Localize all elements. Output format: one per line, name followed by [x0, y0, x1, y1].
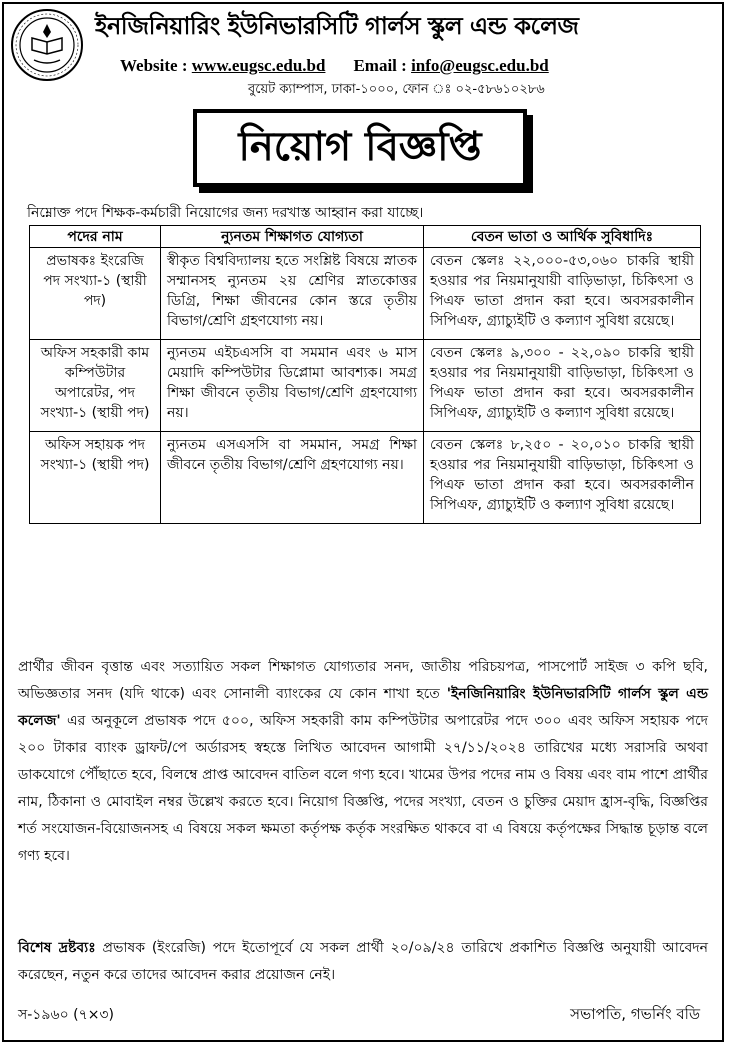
qualification-cell: ন্যুনতম এসএসসি বা সমমান, সমগ্র শিক্ষা জীবনে তৃতীয় বিভাগ/শ্রেণি গ্রহণযোগ্য নয়। [161, 432, 424, 524]
intro-text: নিম্নোক্ত পদে শিক্ষক-কর্মচারী নিয়োগের জন্য দরখাস্ত আহ্বান করা যাচ্ছে। [27, 205, 424, 221]
website-link[interactable]: www.eugsc.edu.bd [191, 56, 326, 75]
special-note [18, 935, 708, 989]
institution-name-bold: 'ইনজিনিয়ারিং ইউনিভারসিটি গার্লস স্কুল এন্ড কলেজ' [18, 686, 708, 729]
header-qualification: ন্যুনতম শিক্ষাগত যোগ্যতা [161, 226, 424, 248]
instructions-part1: প্রার্থীর জীবন বৃত্তান্ত এবং সত্যায়িত সকল শিক্ষাগত যোগ্যতার সনদ, জাতীয় পরিচয়পত্র, পাসপোর্ট সাইজ ৩ কপি ছবি, অভিজ্ঞতার সনদ (যদি থাকে) এবং সোনালী ব্যাংকের যে কোন শাখা হতে [18, 659, 708, 702]
email-link[interactable]: info@eugsc.edu.bd [411, 56, 549, 75]
note-label: বিশেষ দ্রষ্টব্যঃ [18, 940, 96, 956]
header-salary: বেতন ভাতা ও আর্থিক সুবিধাদিঃ [424, 226, 701, 248]
post-cell: প্রভাষকঃ ইংরেজি পদ সংখ্যা-১ (স্থায়ী পদ) [30, 248, 161, 340]
signature-line: সভাপতি, গভর্নিং বডি [570, 1005, 700, 1023]
salary-cell: বেতন স্কেলঃ ২২,০০০-৫৩,০৬০ চাকরি স্থায়ী হওয়ার পর নিয়মানুযায়ী বাড়িভাড়া, চিকিৎসা ও পিএফ ভাতা প্রদান করা হবে। অবসরকালীন সিপিএফ, গ্র্যাচ্যুইটি ও কল্যাণ সুবিধা রয়েছে। [424, 248, 701, 340]
post-cell: অফিস সহকারী কাম কম্পিউটার অপারেটর, পদ সংখ্যা-১ (স্থায়ী পদ) [30, 340, 161, 432]
reference-number: স-১৯৬০ (৭×৩) [18, 1007, 114, 1023]
table-header-row [30, 226, 701, 248]
salary-cell: বেতন স্কেলঃ ৯,৩০০ - ২২,০৯০ চাকরি স্থায়ী হওয়ার পর নিয়মানুযায়ী বাড়িভাড়া, চিকিৎসা ও পিএফ ভাতা প্রদান করা হবে। অবসরকালীন সিপিএফ, গ্র্যাচ্যুইটি ও কল্যাণ সুবিধা রয়েছে। [424, 340, 701, 432]
table-row [30, 340, 701, 432]
website-label: Website : [120, 56, 192, 75]
salary-cell: বেতন স্কেলঃ ৮,২৫০ - ২০,০১০ চাকরি স্থায়ী হওয়ার পর নিয়মানুযায়ী বাড়িভাড়া, চিকিৎসা ও পিএফ ভাতা প্রদান করা হবে। অবসরকালীন সিপিএফ, গ্র্যাচ্যুইটি ও কল্যাণ সুবিধা রয়েছে। [424, 432, 701, 524]
header-post: পদের নাম [30, 226, 161, 248]
notice-banner: নিয়োগ বিজ্ঞপ্তি [193, 109, 527, 187]
address-line: বুয়েট ক্যাম্পাস, ঢাকা-১০০০, ফোন ঃ ০২-৫৮৬১০২৮৬ [248, 82, 545, 97]
contact-line [120, 56, 549, 76]
qualification-cell: স্বীকৃত বিশ্ববিদ্যালয় হতে সংশ্লিষ্ট বিষয়ে স্নাতক সম্মানসহ ন্যুনতম ২য় শ্রেণির স্নাতকোত্তর ডিগ্রি, শিক্ষা জীবনের কোন স্তরে তৃতীয় বিভাগ/শ্রেণি গ্রহণযোগ্য নয়। [161, 248, 424, 340]
qualification-cell: ন্যুনতম এইচএসসি বা সমমান এবং ৬ মাস মেয়াদি কম্পিউটার ডিপ্লোমা আবশ্যক। সমগ্র শিক্ষা জীবনে তৃতীয় বিভাগ/শ্রেণি গ্রহণযোগ্য নয়। [161, 340, 424, 432]
table-row [30, 432, 701, 524]
post-cell: অফিস সহায়ক পদ সংখ্যা-১ (স্থায়ী পদ) [30, 432, 161, 524]
application-instructions [18, 654, 708, 870]
email-label: Email : [353, 56, 412, 75]
table-row [30, 248, 701, 340]
school-name: ইনজিনিয়ারিং ইউনিভারসিটি গার্লস স্কুল এন্ড কলেজ [95, 12, 579, 40]
note-text: প্রভাষক (ইংরেজি) পদে ইতোপূর্বে যে সকল প্রার্থী ২০/০৯/২৪ তারিখে প্রকাশিত বিজ্ঞপ্তি অনুযায়ী আবেদন করেছেন, নতুন করে তাদের আবেদন করার প্রয়োজন নেই। [18, 940, 708, 983]
instructions-part2: এর অনুকূলে প্রভাষক পদে ৫০০, অফিস সহকারী কাম কম্পিউটার অপারেটর পদে ৩০০ এবং অফিস সহায়ক পদে ২০০ টাকার ব্যাংক ড্রাফট/পে অর্ডারসহ স্বহস্তে লিখিত আবেদন আগামী ২৭/১১/২০২৪ তারিখের মধ্যে সরাসরি অথবা ডাকযোগে পৌঁছাতে হবে, বিলম্বে প্রাপ্ত আবেদন বাতিল বলে গণ্য হবে। খামের উপর পদের নাম ও বিষয় এবং বাম পাশে প্রার্থীর নাম, ঠিকানা ও মোবাইল নম্বর উল্লেখ করতে হবে। নিয়োগ বিজ্ঞপ্তি, পদের সংখ্যা, বেতন ও চুক্তির মেয়াদ হ্রাস-বৃদ্ধি, বিজ্ঞপ্তির শর্ত সংযোজন-বিয়োজনসহ এ বিষয়ে সকল ক্ষমতা কর্তৃপক্ষ কর্তৃক সংরক্ষিত থাকবে বা এ বিষয়ে কর্তৃপক্ষের সিদ্ধান্ত চূড়ান্ত বলে গণ্য হবে। [18, 713, 708, 864]
vacancy-table [29, 225, 701, 524]
institution-logo [10, 8, 84, 82]
